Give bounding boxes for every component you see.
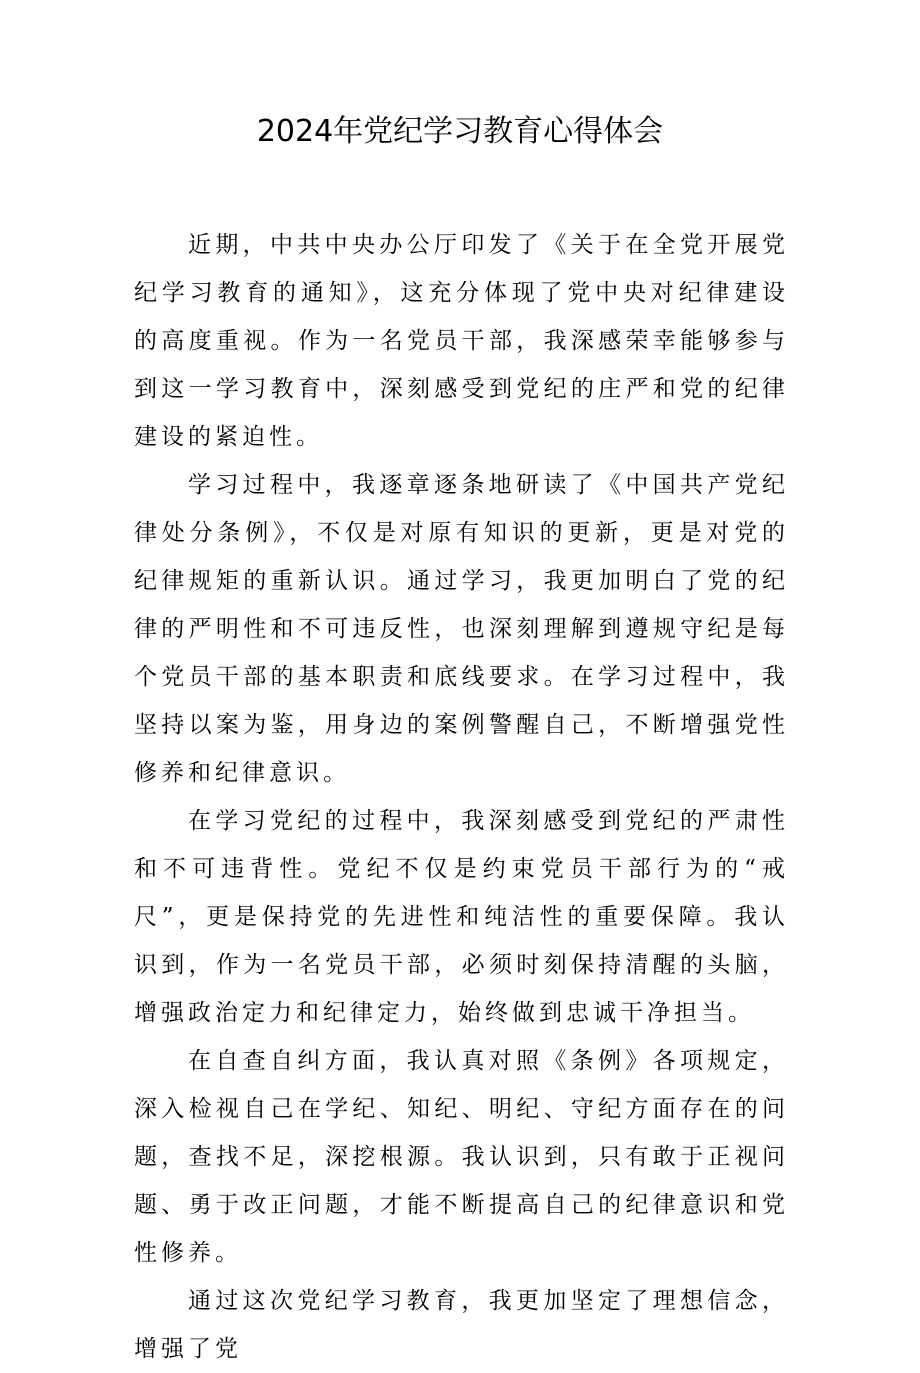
paragraph-4: 在自查自纠方面，我认真对照《条例》各项规定，深入检视自己在学纪、知纪、明纪、守纪方面存在的问题，查找不足，深挖根源。我认识到，只有敢于正视问题、勇于改正问题，才能不断提高自己的纪律意识和党性修养。 — [134, 1048, 789, 1266]
document-body — [134, 221, 789, 1373]
document-title: 2024年党纪学习教育心得体会 — [256, 114, 664, 149]
paragraph-3: 在学习党纪的过程中，我深刻感受到党纪的严肃性和不可违背性。党纪不仅是约束党员干部行为的“戒尺”，更是保持党的先进性和纯洁性的重要保障。我认识到，作为一名党员干部，必须时刻保持清醒的头脑，增强政治定力和纪律定力，始终做到忠诚干净担当。 — [134, 808, 789, 1026]
paragraph-5: 通过这次党纪学习教育，我更加坚定了理想信念，增强了党 — [134, 1288, 789, 1362]
paragraph-1: 近期，中共中央办公厅印发了《关于在全党开展党纪学习教育的通知》，这充分体现了党中央对纪律建设的高度重视。作为一名党员干部，我深感荣幸能够参与到这一学习教育中，深刻感受到党纪的庄严和党的纪律建设的紧迫性。 — [134, 232, 789, 450]
paragraph-2: 学习过程中，我逐章逐条地研读了《中国共产党纪律处分条例》，不仅是对原有知识的更新，更是对党的纪律规矩的重新认识。通过学习，我更加明白了党的纪律的严明性和不可违反性，也深刻理解到遵规守纪是每个党员干部的基本职责和底线要求。在学习过程中，我坚持以案为鉴，用身边的案例警醒自己，不断增强党性修养和纪律意识。 — [134, 472, 789, 786]
